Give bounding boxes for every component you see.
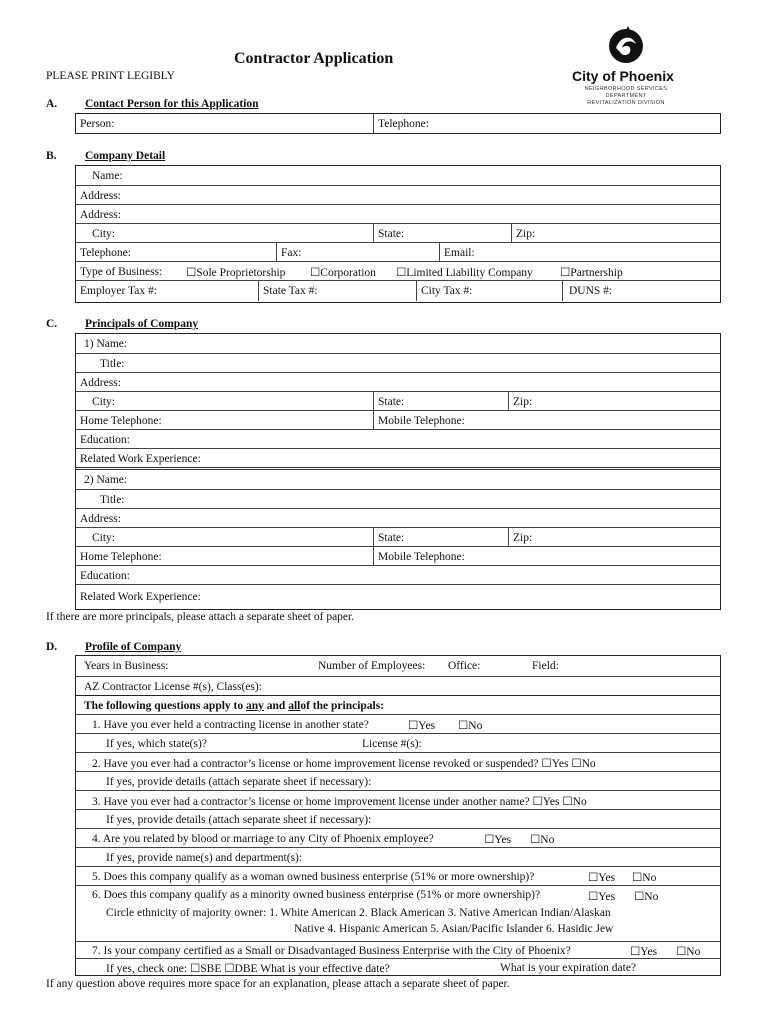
- phoenix-bird-icon: [606, 26, 646, 66]
- q7-yes-checkbox[interactable]: ☐Yes: [630, 945, 658, 958]
- section-d-letter: D.: [46, 641, 58, 653]
- section-b-letter: B.: [46, 150, 57, 162]
- q5-yes-checkbox[interactable]: ☐Yes: [588, 871, 616, 884]
- address1-field[interactable]: Address:: [80, 189, 121, 202]
- q4-details-field[interactable]: If yes, provide name(s) and department(s):: [106, 851, 303, 864]
- section-a-letter: A.: [46, 98, 58, 110]
- duns-field[interactable]: DUNS #:: [562, 281, 720, 301]
- q2-details-field[interactable]: If yes, provide details (attach separate sheet if necessary):: [106, 775, 372, 788]
- section-a-title: Contact Person for this Application: [85, 98, 259, 110]
- principal2-name-field[interactable]: 2) Name:: [84, 473, 128, 486]
- principal2-zip-field[interactable]: Zip:: [508, 528, 720, 547]
- logo-name: City of Phoenix: [572, 68, 674, 84]
- print-instruction: PLEASE PRINT LEGIBLY: [46, 70, 175, 82]
- employer-tax-field[interactable]: Employer Tax #:: [80, 285, 157, 297]
- principal2-work-exp-field[interactable]: Related Work Experience:: [80, 590, 201, 603]
- q7-no-checkbox[interactable]: ☐No: [676, 945, 701, 958]
- logo-subtitle-2: REVITALIZATION DIVISION: [587, 100, 665, 106]
- principal2-mobile-tel-field[interactable]: Mobile Telephone:: [373, 547, 720, 566]
- questions-intro-any: any: [246, 699, 264, 712]
- zip-field[interactable]: Zip:: [511, 224, 720, 243]
- q1-yes-checkbox[interactable]: ☐Yes: [408, 719, 436, 732]
- page-title: Contractor Application: [234, 50, 394, 67]
- principal1-home-tel-field[interactable]: Home Telephone:: [80, 414, 162, 427]
- type-sole-checkbox[interactable]: ☐Sole Proprietorship: [186, 266, 286, 279]
- principals-note: If there are more principals, please attach a separate sheet of paper.: [46, 611, 355, 623]
- principal2-city-field[interactable]: City:: [92, 531, 116, 544]
- telephone-field[interactable]: Telephone:: [373, 114, 720, 133]
- principal2-title-field[interactable]: Title:: [100, 493, 125, 506]
- city-logo: [566, 26, 686, 106]
- q6-text: 6. Does this company qualify as a minority owned business enterprise (51% or more ownership)?: [92, 889, 541, 901]
- q7-sbe-dbe-field[interactable]: If yes, check one: ☐SBE ☐DBE What is your effective date?: [106, 962, 390, 975]
- section-b-box: [75, 165, 721, 303]
- section-d-title: Profile of Company: [85, 641, 182, 653]
- q1-states-field[interactable]: If yes, which state(s)?: [106, 737, 207, 750]
- q1-no-checkbox[interactable]: ☐No: [458, 719, 483, 732]
- state-field[interactable]: State:: [373, 224, 511, 243]
- state-tax-field[interactable]: State Tax #:: [258, 281, 416, 301]
- city-tax-field[interactable]: City Tax #:: [416, 281, 562, 301]
- az-license-field[interactable]: AZ Contractor License #(s), Class(es):: [84, 680, 262, 693]
- q3-details-field[interactable]: If yes, provide details (attach separate sheet if necessary):: [106, 813, 372, 826]
- type-partnership-checkbox[interactable]: ☐Partnership: [560, 266, 623, 279]
- city-field[interactable]: City:: [92, 227, 116, 240]
- q6-no-checkbox[interactable]: ☐No: [634, 891, 659, 903]
- principal1-education-field[interactable]: Education:: [80, 433, 130, 446]
- principal1-name-field[interactable]: 1) Name:: [84, 337, 128, 350]
- office-employees-field[interactable]: Office:: [448, 660, 481, 672]
- principal1-title-field[interactable]: Title:: [100, 357, 125, 370]
- address2-field[interactable]: Address:: [80, 208, 121, 221]
- company-name-field[interactable]: Name:: [92, 169, 123, 182]
- years-in-business-field[interactable]: Years in Business:: [84, 660, 169, 672]
- type-llc-checkbox[interactable]: ☐Limited Liability Company: [396, 266, 533, 279]
- q3-text: 3. Have you ever had a contractor’s license or home improvement license under another name? ☐Yes ☐No: [92, 795, 587, 808]
- principal2-state-field[interactable]: State:: [373, 528, 508, 547]
- principal2-address-field[interactable]: Address:: [80, 512, 121, 525]
- principal1-work-exp-field[interactable]: Related Work Experience:: [80, 452, 201, 465]
- q6-ethnicity-line2: Native 4. Hispanic American 5. Asian/Pacific Islander 6. Hasidic Jew: [294, 923, 614, 935]
- section-c-box: [75, 333, 721, 610]
- field-employees-field[interactable]: Field:: [532, 660, 559, 672]
- q5-text: 5. Does this company qualify as a woman owned business enterprise (51% or more ownership)?: [92, 870, 535, 883]
- section-c-letter: C.: [46, 318, 58, 330]
- questions-intro-all: all: [288, 699, 301, 712]
- business-type-label: Type of Business:: [80, 265, 163, 278]
- q4-text: 4. Are you related by blood or marriage to any City of Phoenix employee?: [92, 832, 434, 845]
- explanation-note: If any question above requires more space for an explanation, please attach a separate sheet of paper.: [46, 978, 510, 990]
- email-field[interactable]: Email:: [439, 243, 720, 262]
- fax-field[interactable]: Fax:: [276, 243, 439, 262]
- employees-label: Number of Employees:: [318, 660, 426, 672]
- principal1-city-field[interactable]: City:: [92, 395, 116, 408]
- person-field[interactable]: Person:: [80, 117, 115, 130]
- type-corp-checkbox[interactable]: ☐Corporation: [310, 266, 376, 279]
- principal2-education-field[interactable]: Education:: [80, 569, 130, 582]
- q5-no-checkbox[interactable]: ☐No: [632, 871, 657, 884]
- questions-intro-pre: The following questions apply to: [84, 699, 244, 712]
- logo-subtitle-1: NEIGHBORHOOD SERVICES DEPARTMENT: [584, 86, 668, 99]
- q7-expiration-field[interactable]: What is your expiration date?: [500, 961, 637, 974]
- q7-text: 7. Is your company certified as a Small or Disadvantaged Business Enterprise with the City of Phoenix?: [92, 944, 571, 957]
- section-b-title: Company Detail: [85, 150, 166, 162]
- questions-intro: [80, 696, 720, 715]
- principal1-mobile-tel-field[interactable]: Mobile Telephone:: [373, 411, 720, 430]
- q6-yes-checkbox[interactable]: ☐Yes: [588, 891, 616, 903]
- q4-no-checkbox[interactable]: ☐No: [530, 833, 555, 846]
- q1-license-field[interactable]: License #(s):: [362, 737, 422, 750]
- questions-intro-post: of the principals:: [300, 699, 385, 712]
- q1-text: 1. Have you ever held a contracting license in another state?: [92, 718, 369, 731]
- company-telephone-field[interactable]: Telephone:: [80, 246, 131, 259]
- principal2-home-tel-field[interactable]: Home Telephone:: [80, 550, 162, 563]
- logo-subtitle: [566, 86, 686, 107]
- q2-text: 2. Have you ever had a contractor’s license or home improvement license revoked or suspended? ☐Yes ☐No: [92, 757, 596, 770]
- q4-yes-checkbox[interactable]: ☐Yes: [484, 833, 512, 846]
- principal1-address-field[interactable]: Address:: [80, 376, 121, 389]
- section-a-box: [75, 113, 721, 134]
- principal1-state-field[interactable]: State:: [373, 392, 508, 411]
- section-c-title: Principals of Company: [85, 318, 199, 330]
- questions-intro-mid: and: [266, 699, 286, 712]
- section-d-box: [75, 655, 721, 976]
- q6-ethnicity-line1: Circle ethnicity of majority owner: 1. White American 2. Black American 3. Native American Indian/Alaskan: [106, 907, 611, 919]
- principal1-zip-field[interactable]: Zip:: [508, 392, 720, 411]
